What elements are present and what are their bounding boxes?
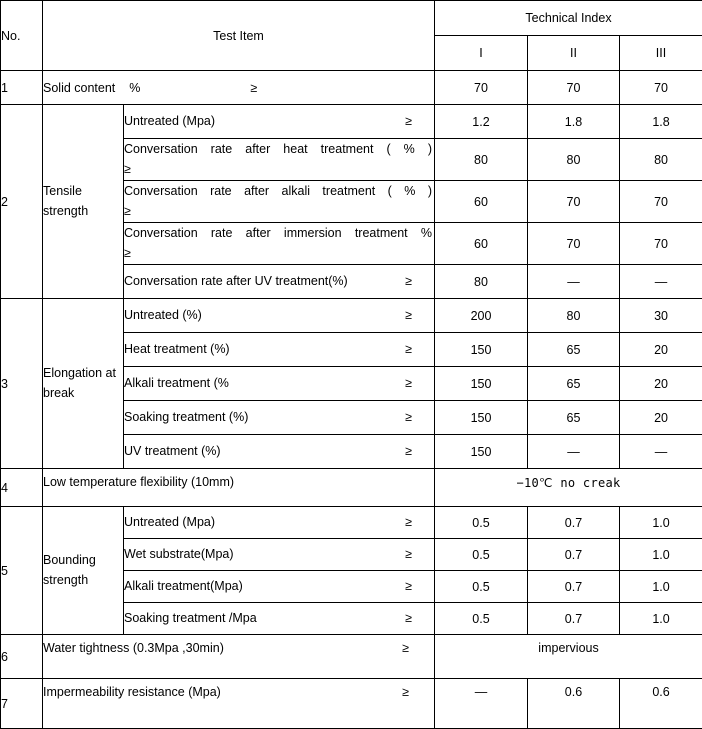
value-grade-iii: — [620, 265, 702, 299]
value-grade-iii: 80 [620, 139, 702, 181]
operator-gte: ≥ [405, 577, 412, 596]
table-row [1, 679, 702, 729]
subrow-item-label: Conversation rate after alkali treatment ( % ) [124, 182, 434, 201]
value-grade-i: 200 [435, 299, 528, 333]
subrow-item-label: Heat treatment (%) [124, 342, 230, 356]
row-number: 6 [1, 635, 43, 679]
operator-gte: ≥ [402, 685, 409, 699]
subrow-item [124, 181, 435, 223]
value-grade-i: 0.5 [435, 603, 528, 635]
value-grade-i: 150 [435, 435, 528, 469]
row-number: 5 [1, 507, 43, 635]
header-row-main [1, 1, 702, 36]
header-test-item: Test Item [43, 1, 435, 71]
header-grade-ii: II [528, 36, 620, 71]
operator-gte: ≥ [124, 202, 434, 221]
value-grade-i: 60 [435, 223, 528, 265]
value-grade-i: 150 [435, 333, 528, 367]
operator-gte: ≥ [402, 641, 409, 655]
header-technical-index: Technical Index [435, 1, 702, 36]
row-item-label: Impermeability resistance (Mpa) [43, 685, 221, 699]
value-grade-iii: 1.0 [620, 603, 702, 635]
subrow-item-label: Untreated (Mpa) [124, 114, 215, 128]
value-grade-ii: 65 [528, 367, 620, 401]
header-grade-i: I [435, 36, 528, 71]
subrow-item [124, 105, 435, 139]
subrow-item [124, 507, 435, 539]
value-grade-iii: 1.0 [620, 539, 702, 571]
value-grade-iii: 1.0 [620, 571, 702, 603]
row-number: 1 [1, 71, 43, 105]
row-item [43, 71, 435, 105]
row-item [43, 635, 435, 679]
row-category: Bounding strength [43, 507, 124, 635]
operator-gte: ≥ [405, 545, 412, 564]
operator-gte: ≥ [405, 112, 412, 131]
subrow-item-label: UV treatment (%) [124, 444, 221, 458]
spanned-value: −10℃ no creak [435, 469, 702, 507]
value-grade-i: 150 [435, 401, 528, 435]
value-grade-iii: 1.8 [620, 105, 702, 139]
table-row [1, 299, 702, 333]
value-grade-ii: 65 [528, 401, 620, 435]
value-grade-iii: 0.6 [620, 679, 702, 729]
operator-gte: ≥ [250, 81, 257, 95]
subrow-item [124, 539, 435, 571]
value-grade-iii: 70 [620, 223, 702, 265]
row-category: Tensile strength [43, 105, 124, 299]
operator-gte: ≥ [405, 609, 412, 628]
value-grade-ii: 0.7 [528, 603, 620, 635]
row-number: 3 [1, 299, 43, 469]
value-grade-i: — [435, 679, 528, 729]
value-grade-ii: — [528, 435, 620, 469]
value-grade-i: 0.5 [435, 539, 528, 571]
subrow-item [124, 333, 435, 367]
row-item-label: Solid content [43, 81, 115, 95]
subrow-item [124, 265, 435, 299]
value-grade-ii: — [528, 265, 620, 299]
value-grade-ii: 0.7 [528, 539, 620, 571]
row-item [43, 679, 435, 729]
subrow-item-label: Soaking treatment (%) [124, 410, 248, 424]
value-grade-ii: 0.7 [528, 507, 620, 539]
table-row [1, 635, 702, 679]
table-header [1, 1, 702, 71]
operator-gte: ≥ [124, 244, 434, 263]
operator-gte: ≥ [405, 442, 412, 461]
subrow-item-label: Conversation rate after UV treatment(%) [124, 274, 348, 288]
value-grade-iii: 70 [620, 71, 702, 105]
value-grade-i: 80 [435, 139, 528, 181]
value-grade-ii: 65 [528, 333, 620, 367]
subrow-item-label: Conversation rate after immersion treatment % [124, 224, 434, 243]
table-row [1, 71, 702, 105]
value-grade-ii: 70 [528, 223, 620, 265]
row-category: Elongation at break [43, 299, 124, 469]
row-item [43, 469, 435, 507]
value-grade-iii: — [620, 435, 702, 469]
subrow-item [124, 435, 435, 469]
value-grade-iii: 20 [620, 367, 702, 401]
table-body [1, 71, 702, 729]
operator-gte: ≥ [405, 306, 412, 325]
operator-gte: ≥ [124, 160, 434, 179]
subrow-item [124, 603, 435, 635]
row-number: 2 [1, 105, 43, 299]
value-grade-ii: 70 [528, 71, 620, 105]
row-item-label: Low temperature flexibility (10mm) [43, 475, 234, 489]
subrow-item-label: Alkali treatment (% [124, 376, 229, 390]
subrow-item [124, 223, 435, 265]
value-grade-iii: 70 [620, 181, 702, 223]
value-grade-iii: 20 [620, 333, 702, 367]
value-grade-ii: 0.6 [528, 679, 620, 729]
subrow-item [124, 571, 435, 603]
value-grade-i: 70 [435, 71, 528, 105]
value-grade-ii: 70 [528, 181, 620, 223]
value-grade-i: 1.2 [435, 105, 528, 139]
operator-gte: ≥ [405, 408, 412, 427]
value-grade-ii: 0.7 [528, 571, 620, 603]
header-no: No. [1, 1, 43, 71]
subrow-item-label: Soaking treatment /Mpa [124, 611, 257, 625]
value-grade-ii: 80 [528, 139, 620, 181]
subrow-item [124, 299, 435, 333]
operator-gte: ≥ [405, 340, 412, 359]
value-grade-iii: 20 [620, 401, 702, 435]
row-item-label: Water tightness (0.3Mpa ,30min) [43, 641, 224, 655]
subrow-item-label: Untreated (Mpa) [124, 515, 215, 529]
subrow-item-label: Wet substrate(Mpa) [124, 547, 234, 561]
value-grade-i: 0.5 [435, 507, 528, 539]
row-number: 7 [1, 679, 43, 729]
subrow-item-label: Untreated (%) [124, 308, 202, 322]
spanned-value: impervious [435, 635, 702, 679]
table-row [1, 507, 702, 539]
subrow-item [124, 139, 435, 181]
value-grade-i: 150 [435, 367, 528, 401]
header-grade-iii: III [620, 36, 702, 71]
operator-gte: ≥ [405, 374, 412, 393]
subrow-item-label: Conversation rate after heat treatment ( % ) [124, 140, 434, 159]
operator-gte: ≥ [405, 513, 412, 532]
value-grade-i: 80 [435, 265, 528, 299]
value-grade-iii: 30 [620, 299, 702, 333]
row-number: 4 [1, 469, 43, 507]
table-row [1, 105, 702, 139]
value-grade-iii: 1.0 [620, 507, 702, 539]
table-row [1, 469, 702, 507]
value-grade-i: 60 [435, 181, 528, 223]
operator-gte: ≥ [405, 272, 412, 291]
value-grade-ii: 1.8 [528, 105, 620, 139]
value-grade-ii: 80 [528, 299, 620, 333]
unit-percent: % [129, 81, 140, 95]
value-grade-i: 0.5 [435, 571, 528, 603]
subrow-item-label: Alkali treatment(Mpa) [124, 579, 243, 593]
subrow-item [124, 401, 435, 435]
subrow-item [124, 367, 435, 401]
